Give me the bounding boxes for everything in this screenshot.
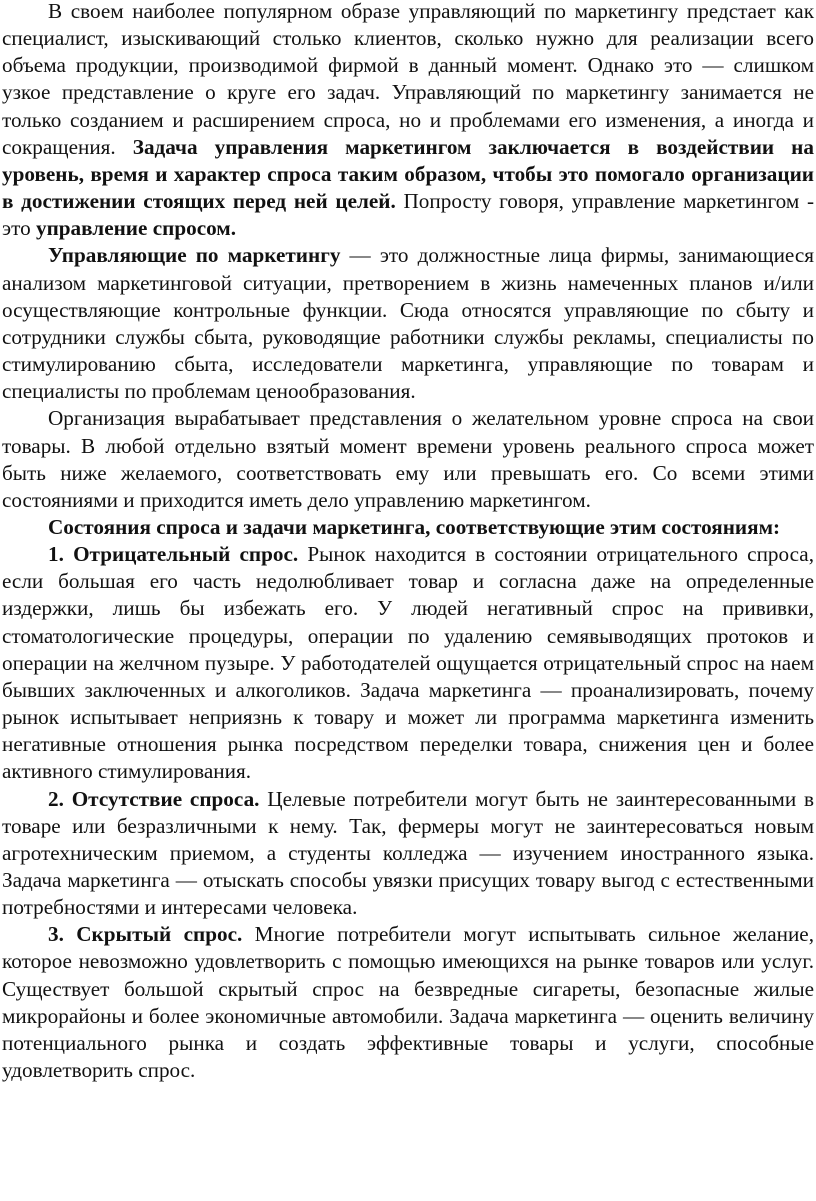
text-run: Рынок находится в состоянии отрицательного спроса, если большая его часть недолюбливает товар и согласна даже на определенные издержки, лишь бы избежать его. У людей негативный спрос на прививки, стоматологические процедуры, операции по удалению семявыводящих протоков и операции на желчном пузыре. У работодателей ощущается отрицательный спрос на наем бывших заключенных и алкоголиков. Задача маркетинга — проанализировать, почему рынок испытывает неприязнь к товару и может ли программа маркетинга изменить негативные отношения рынка посредством переделки товара, снижения цен и более активного стимулирования. xyxy=(2,542,814,784)
text-run: Многие потребители могут испытывать сильное желание, которое невозможно удовлетворить с помощью имеющихся на рынке товаров или услуг. Существует большой скрытый спрос на безвредные сигареты, безопасные жилые микрорайоны и более экономичные автомобили. Задача маркетинга — оценить величину потенциального рынка и создать эффективные товары и услуги, способные удовлетворить спрос. xyxy=(2,922,814,1083)
bold-text-run: Управляющие по маркетингу xyxy=(48,243,341,268)
paragraph-marketing-managers xyxy=(2,242,814,405)
paragraph-negative-demand xyxy=(2,541,814,785)
text-run: Целевые потребители могут быть не заинтересованными в товаре или безразличными к нему. Так, фермеры могут не заинтересоваться новым агротехническим приемом, а студенты колледжа — изучением иностранного языка. Задача маркетинга — отыскать способы увязки присущих товару выгод с естественными потребностями и интересами человека. xyxy=(2,786,814,920)
text-run: В своем наиболее популярном образе управляющий по маркетингу предстает как специалист, изыскивающий столько клиентов, сколько нужно для реализации всего объема продукции, производимой фирмой в данный момент. Однако это — слишком узкое представление о круге его задач. Управляющий по маркетингу занимается не только созданием и расширением спроса, но и проблемами его изменения, а иногда и сокращения. xyxy=(2,0,814,159)
paragraph-demand-level xyxy=(2,405,814,514)
paragraph-latent-demand xyxy=(2,921,814,1084)
document-page xyxy=(2,0,814,1084)
text-run: — это должностные лица фирмы, занимающиеся анализом маркетинговой ситуации, претворением в жизнь намеченных планов и/или осуществляющие контрольные функции. Сюда относятся управляющие по сбыту и сотрудники службы сбыта, руководящие работники службы рекламы, специалисты по стимулированию сбыта, исследователи маркетинга, управляющие по товарам и специалисты по проблемам ценообразования. xyxy=(2,243,814,404)
bold-text-run: Задача управления маркетингом заключается в воздействии на уровень, время и характер спроса таким образом, чтобы это помогало организации в достижении стоящих перед ней целей. xyxy=(2,134,814,214)
bold-text-run: 1. Отрицательный спрос. xyxy=(48,542,299,567)
bold-text-run: 2. Отсутствие спроса. xyxy=(48,786,260,811)
bold-text-run: Состояния спроса и задачи маркетинга, соответствующие этим состояниям: xyxy=(48,514,781,539)
bold-text-run: 3. Скрытый спрос. xyxy=(48,922,243,947)
text-run: Попросту говоря, управление маркетингом - это xyxy=(2,189,814,241)
paragraph-marketing-management xyxy=(2,0,814,242)
text-run: Организация вырабатывает представления о желательном уровне спроса на свои товары. В любой отдельно взятый момент времени уровень реального спроса может быть ниже желаемого, соответствовать ему или превышать его. Со всеми этими состояниями и приходится иметь дело управлению маркетингом. xyxy=(2,406,814,512)
section-heading-demand-states xyxy=(2,514,814,541)
paragraph-no-demand xyxy=(2,786,814,922)
bold-text-run: управление спросом. xyxy=(35,216,237,241)
